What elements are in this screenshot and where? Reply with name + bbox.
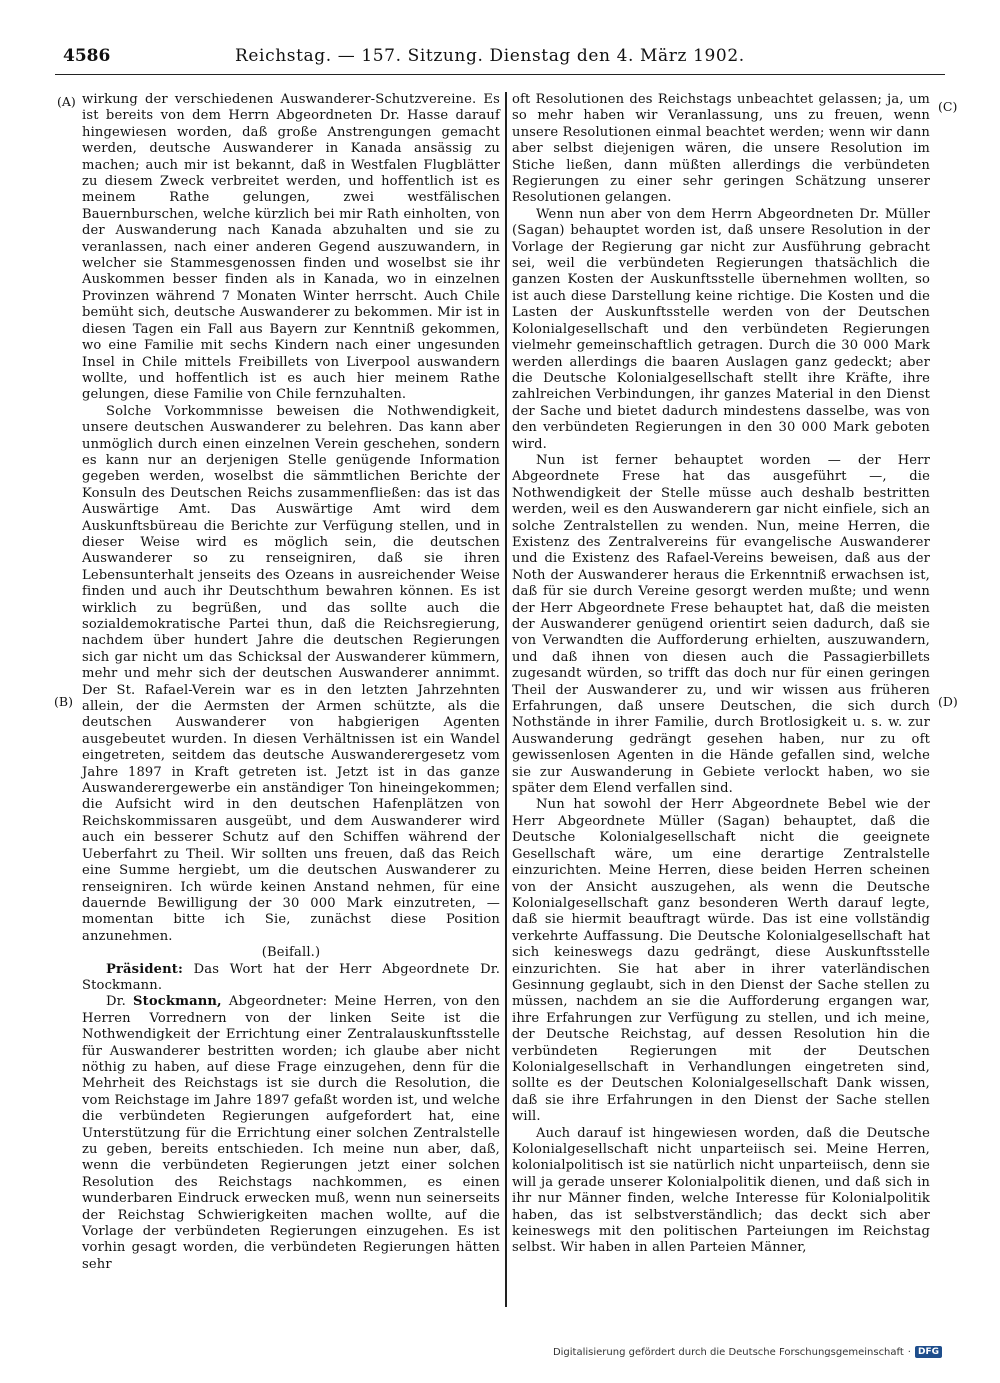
margin-marker-d: (D) — [938, 694, 958, 709]
left-column — [82, 92, 500, 1273]
speaker-text: Abgeordneter: Meine Herren, von den Herren Vorrednern von der linken Seite ist die Nothwendigkeit der Errichtung einer Zentralauskunftsstelle für Auswanderer bestritten worden; ich glaube aber nicht nöthig zu haben, auf diese Frage einzugehen, denn für die Mehrheit des Reichstags ist sie durch die Resolution, die vom Reichstage im Jahre 1897 gefaßt worden ist, und welche die verbündeten Regierungen aufgefordert hat, eine Unterstützung für die Errichtung einer solchen Zentralstelle zu geben, bereits entschieden. Ich meine nun aber, daß, wenn die verbündeten Regierungen jetzt einer solchen Resolution des Reichstags nachkommen, es einen wunderbaren Eindruck erwecken muß, wenn nun seinerseits der Reichstag Schwierigkeiten machen wollte, auf die Vorlage der verbündeten Regierungen einzugehen. Es ist vorhin gesagt worden, die verbündeten Regierungen hätten sehr — [82, 994, 501, 1272]
margin-marker-b: (B) — [54, 694, 73, 709]
paragraph: Nun hat sowohl der Herr Abgeordnete Bebel wie der Herr Abgeordnete Müller (Sagan) behauptet, daß die Deutsche Kolonialgesellschaft nicht die geeignete Gesellschaft wäre, um eine derartige Zentralstelle einzurichten. Meine Herren, diese beiden Herren scheinen von der Ansicht auszugehen, als wenn die Deutsche Kolonialgesellschaft ganz besonderen Werth darauf legte, daß sie hiermit beauftragt würde. Das ist eine vollständig verkehrte Auffassung. Die Deutsche Kolonialgesellschaft hat sich keineswegs dazu gedrängt, diese Auskunftsstelle einzurichten. Sie hat aber in ihrer vaterländischen Gesinnung geglaubt, sich in den Dienst der Sache stellen zu müssen, nachdem an sie die Aufforderung ergangen war, ihre Erfahrungen zur Verfügung zu stellen, und ich meine, der Deutsche Reichstag, auf dessen Resolution hin die verbündeten Regierungen mit der Deutschen Kolonialgesellschaft in Verhandlungen eingetreten sind, sollte es der Deutschen Kolonialgesellschaft Dank wissen, daß sie ihre Erfahrungen in den Dienst der Sache stellen will. — [512, 797, 930, 1125]
page-header — [55, 40, 945, 75]
column-divider — [505, 92, 507, 1307]
speaker-name: Stockmann, — [133, 994, 222, 1010]
speaker-prefix: Dr. — [106, 994, 126, 1010]
president-label: Präsident: — [106, 961, 183, 977]
president-statement — [82, 962, 500, 995]
speaker-statement — [82, 994, 500, 1273]
footer-credit — [553, 1343, 942, 1361]
page-number: 4586 — [63, 46, 111, 66]
margin-marker-c: (C) — [938, 99, 958, 114]
separator-dot: · — [907, 1346, 911, 1358]
paragraph: Nun ist ferner behauptet worden — der Herr Abgeordnete Frese hat das ausgeführt —, die Nothwendigkeit der Stelle müsse auch deshalb bestritten werden, weil es den Auswanderern gar nicht einfiele, sich an solche Zentralstellen zu wenden. Nun, meine Herren, die Existenz des Zentralvereins für evangelische Auswanderer und die Existenz des Rafael-Vereins beweisen, daß aus der Noth der Auswanderer heraus die Erkenntniß erwachsen ist, daß für sie durch Vereine gesorgt werden mußte; und wenn der Herr Abgeordnete Frese behauptet hat, daß die meisten der Auswanderer genügend orientirt seien dadurch, daß sie von Verwandten die Aufforderung erhielten, auszuwandern, und daß ihnen von diesen auch die Passagierbillets zugesandt würden, so trifft das doch nur für einen geringen Theil der Auswanderer zu, und wir wissen aus früheren Erfahrungen, daß unsere Deutschen, die sich durch Nothstände in ihrer Familie, durch Brotlosigkeit u. s. w. zur Auswanderung gedrängt gesehen haben, nur zu oft gewissenlosen Agenten in die Hände gefallen sind, welche sie zur Auswanderung in Gebiete verlockt haben, wo sie später dem Elend verfallen sind. — [512, 452, 930, 797]
paragraph: oft Resolutionen des Reichstags unbeachtet gelassen; ja, um so mehr haben wir Veranlassung, uns zu freuen, wenn unsere Resolutionen einmal beachtet werden; wenn wir dann aber selbst diejenigen wären, die unsere Resolution im Stiche ließen, dann müßten allerdings die verbündeten Regierungen zu einer sehr geringen Schätzung unserer Resolutionen gelangen. — [512, 92, 930, 206]
paragraph: Wenn nun aber von dem Herrn Abgeordneten Dr. Müller (Sagan) behauptet worden ist, daß unsere Resolution in der Vorlage der Regierung gar nicht zur Ausführung gebracht sei, weil die verbündeten Regierungen thatsächlich die ganzen Kosten der Auskunftsstelle übernehmen wollten, so ist auch diese Darstellung keine richtige. Die Kosten und die Lasten der Auskunftsstelle werden von der Deutschen Kolonialgesellschaft und den verbündeten Regierungen vielmehr gemeinschaftlich getragen. Durch die 30 000 Mark werden allerdings die baaren Auslagen ganz gedeckt; aber die Deutsche Kolonialgesellschaft stellt ihre Kräfte, ihre zahlreichen Verbindungen, ihr ganzes Material in den Dienst der Sache und bietet dadurch mindestens dasselbe, was von den verbündeten Regierungen in den 30 000 Mark geboten wird. — [512, 206, 930, 452]
paragraph: wirkung der verschiedenen Auswanderer-Schutzvereine. Es ist bereits von dem Herrn Abgeordneten Dr. Hasse darauf hingewiesen worden, daß große Anstrengungen gemacht werden, deutsche Auswanderer in Kanada ansässig zu machen; auch mir ist bekannt, daß in Westfalen Flugblätter zu diesem Zweck verbreitet werden, und hoffentlich ist es meinem Rathe gelungen, zwei westfälischen Bauernburschen, welche kürzlich bei mir Rath einholten, von der Auswanderung nach Kanada abzuhalten und sie zu veranlassen, nach einer anderen Gegend auszuwandern, in welcher sie Stammesgenossen finden und woselbst sie ihr Auskommen besser finden als in Kanada, wo in einzelnen Provinzen während 7 Monaten Winter herrscht. Auch Chile bemüht sich, deutsche Auswanderer zu bekommen. Mir ist in diesen Tagen ein Fall aus Bayern zur Kenntniß gekommen, wo eine Familie mit sechs Kindern nach einer ungesunden Insel in Chile mittels Freibillets von Liverpool auswandern wollte, und hoffentlich ist es auch hier meinem Rathe gelungen, diese Familie von Chile fernzuhalten. — [82, 92, 500, 403]
dfg-logo-icon: DFG — [915, 1346, 942, 1358]
applause-note: (Beifall.) — [261, 945, 321, 961]
page-title: Reichstag. — 157. Sitzung. Dienstag den 4. März 1902. — [235, 46, 745, 66]
paragraph: Solche Vorkommnisse beweisen die Nothwendigkeit, unsere deutschen Auswanderer zu belehren. Das kann aber unmöglich durch einen einzelnen Verein geschehen, sondern es kann nur an derjenigen Stelle genügende Information gegeben werden, woselbst die sämmtlichen Berichte der Konsuln des Deutschen Reichs zusammenfließen: das ist das Auswärtige Amt. Das Auswärtige Amt wird dem Auskunftsbüreau die Berichte zur Verfügung stellen, und in dieser Weise wird es möglich sein, die deutschen Auswanderer so zu renseigniren, daß sie ihren Lebensunterhalt jenseits des Ozeans in ausreichender Weise finden und auch ihr Deutschthum bewahren können. Es ist wirklich zu begrüßen, und das sollte auch die sozialdemokratische Partei thun, daß die Reichsregierung, nachdem über hundert Jahre die deutschen Regierungen sich gar nicht um das Schicksal der Auswanderer kümmern, mehr und mehr sich der deutschen Auswanderer annimmt. Der St. Rafael-Verein war es in den letzten Jahrzehnten allein, der die Aermsten der Armen schützte, als die deutschen Auswanderer von habgierigen Agenten ausgebeutet wurden. In diesen Verhältnissen ist ein Wandel eingetreten, seitdem das deutsche Auswanderergesetz vom Jahre 1897 in Kraft getreten ist. Jetzt ist in das ganze Auswanderergewerbe ein anständiger Ton hineingekommen; die Aufsicht wird in den deutschen Hafenplätzen von Reichskommissaren ausgeübt, und dem Auswanderer wird auch ein besserer Schutz auf den Schiffen während der Ueberfahrt zu Theil. Wir sollten uns freuen, daß das Reich eine Summe hergiebt, um die deutschen Auswanderer zu renseigniren. Ich würde keinen Anstand nehmen, für eine dauernde Bewilligung der 30 000 Mark einzutreten, — momentan bitte ich Sie, zunächst diese Position anzunehmen. — [82, 403, 500, 944]
president-text: Das Wort hat der Herr Abgeordnete Dr. Stockmann. — [82, 961, 501, 993]
paragraph: Auch darauf ist hingewiesen worden, daß die Deutsche Kolonialgesellschaft nicht unparteiisch sei. Meine Herren, kolonialpolitisch ist sie natürlich nicht unparteiisch, denn sie will ja gerade unserer Kolonialpolitik dienen, und daß sich in ihr nur Männer finden, welche Interesse für Kolonialpolitik haben, das ist selbstverständlich; das deckt sich aber keineswegs mit den politischen Parteiungen im Reichstag selbst. Wir haben in allen Parteien Männer, — [512, 1125, 930, 1256]
footer-text: Digitalisierung gefördert durch die Deutsche Forschungsgemeinschaft — [552, 1346, 904, 1358]
right-column — [512, 92, 930, 1257]
margin-marker-a: (A) — [57, 94, 76, 109]
